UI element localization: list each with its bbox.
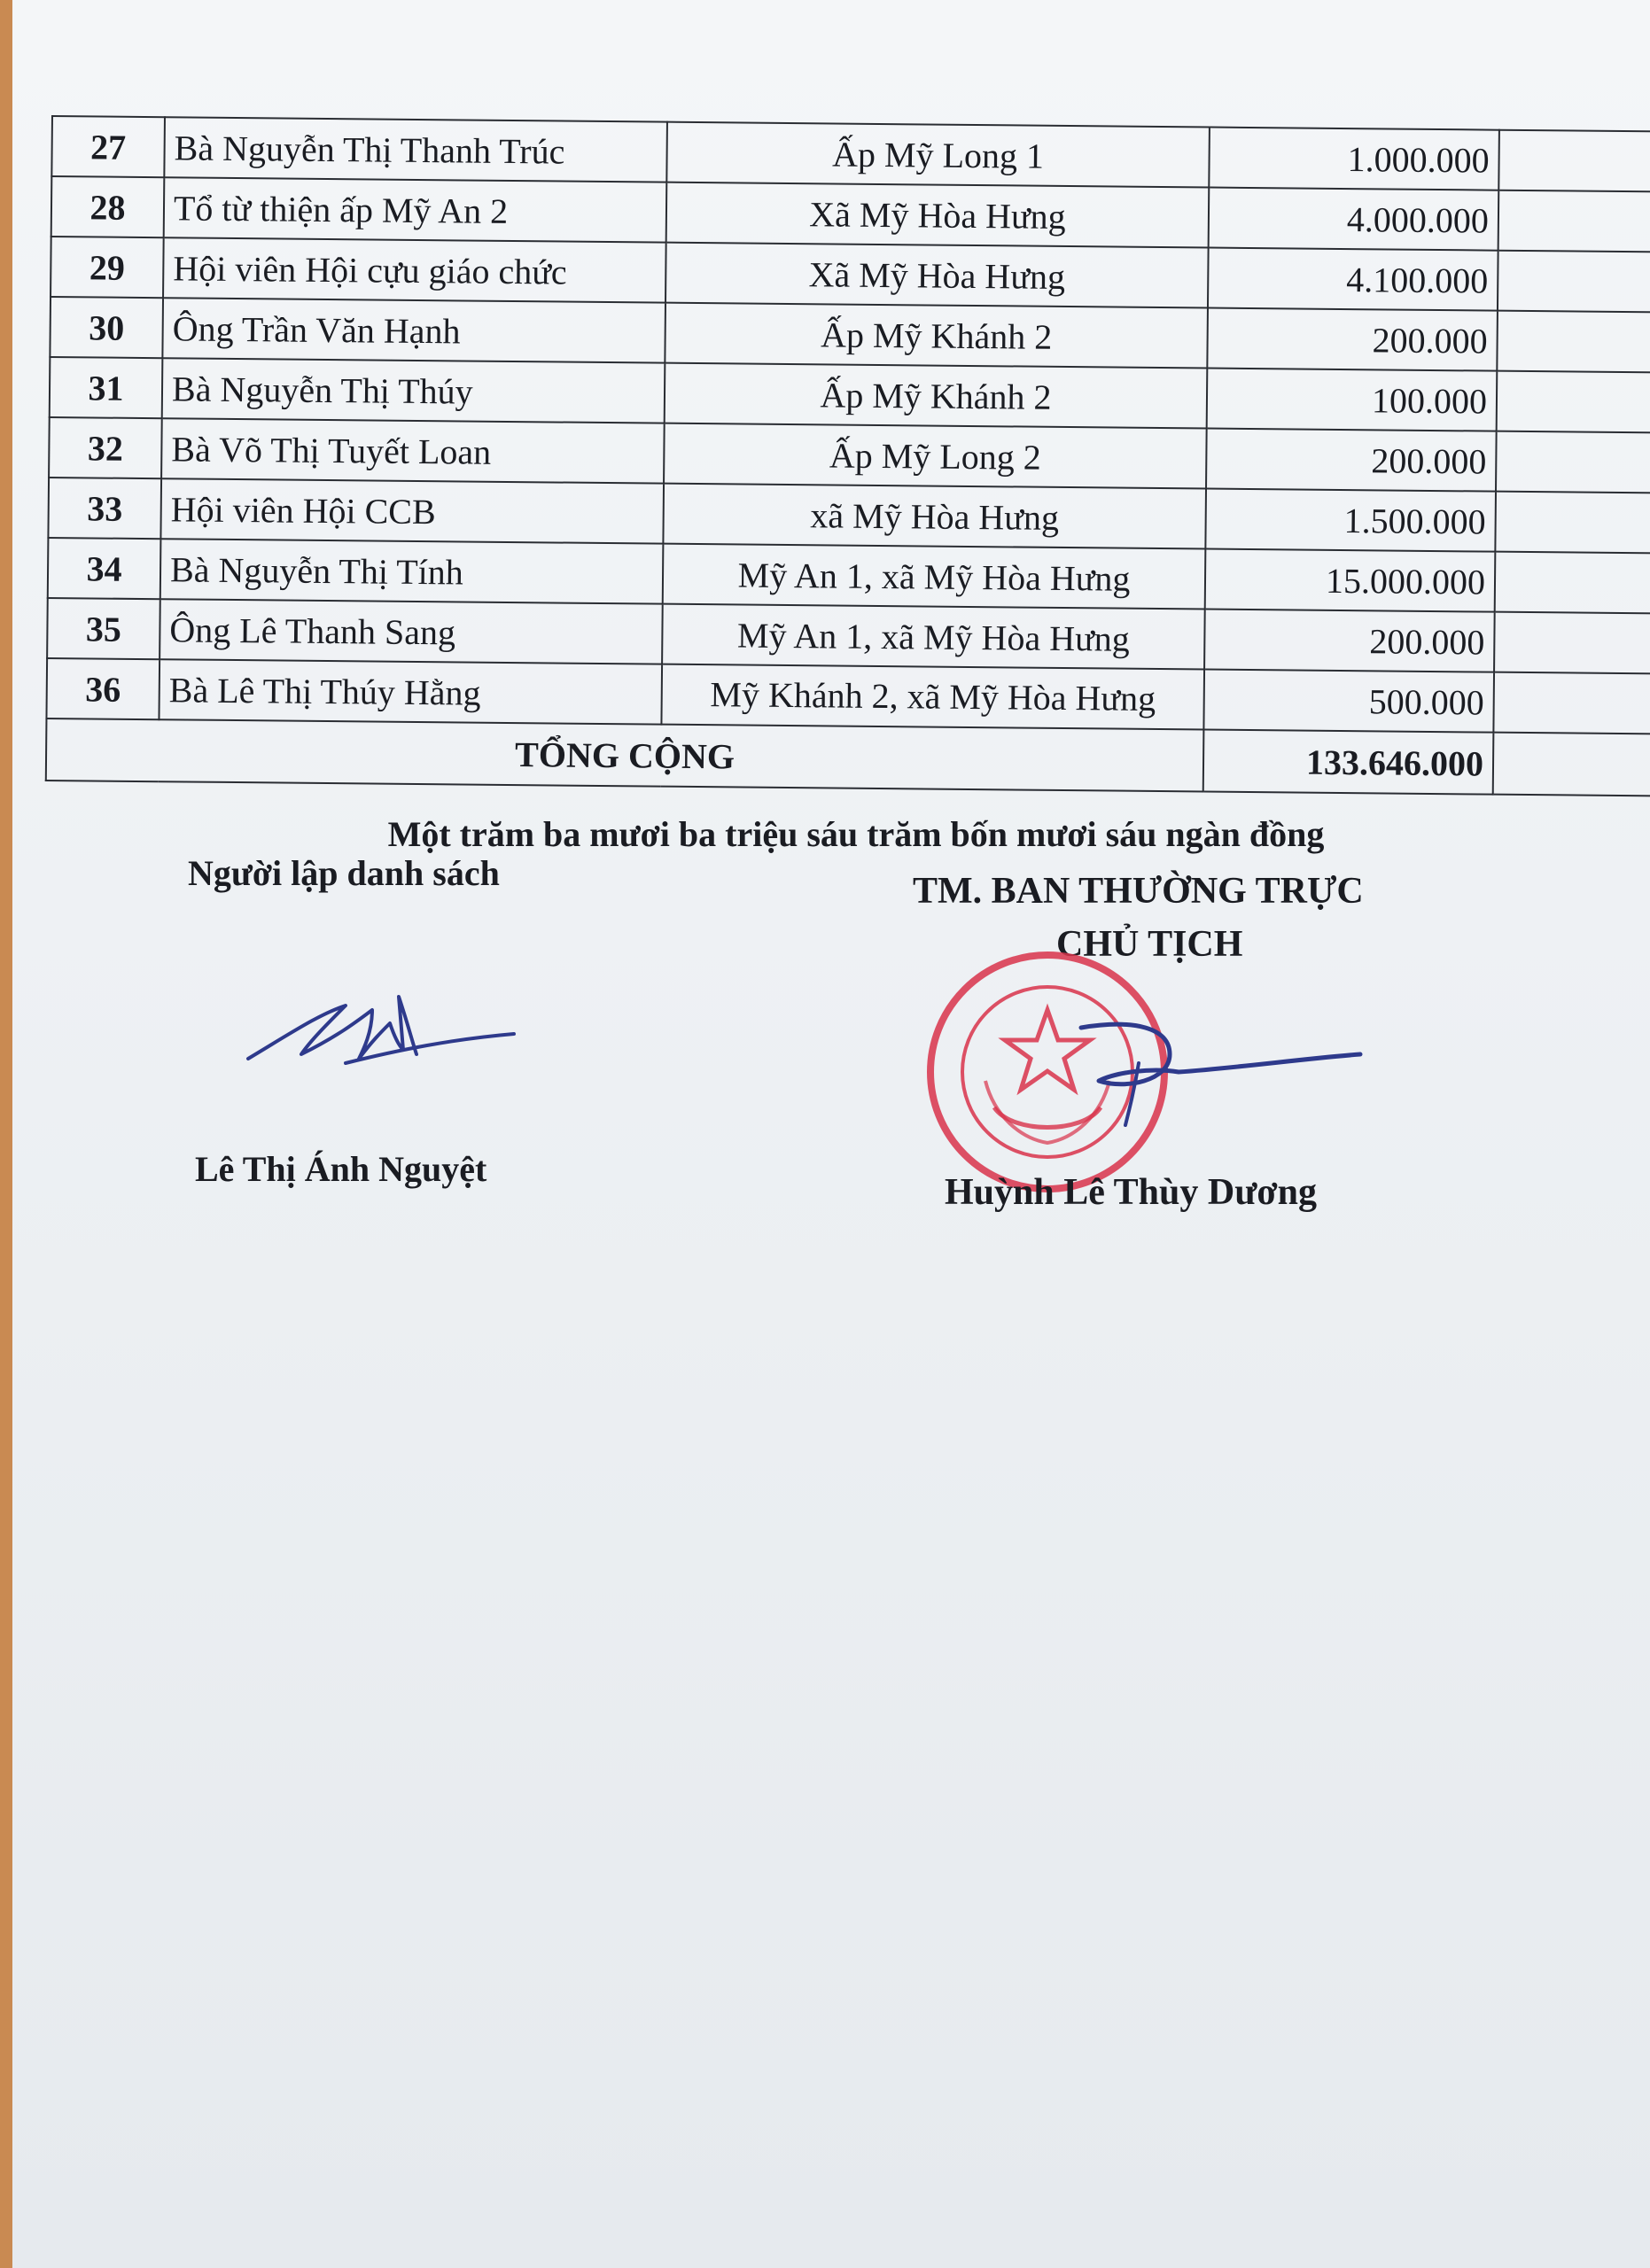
donation-amount: 200.000: [1206, 429, 1497, 492]
donor-name: Hội viên Hội cựu giáo chức: [163, 237, 666, 302]
note-cell: [1496, 431, 1650, 493]
row-number: 35: [47, 598, 160, 659]
donor-name: Hội viên Hội CCB: [160, 478, 664, 543]
donor-name: Bà Nguyễn Thị Thúy: [162, 358, 665, 423]
total-amount: 133.646.000: [1203, 730, 1494, 795]
donor-address: Xã Mỹ Hòa Hưng: [665, 243, 1209, 308]
donor-address: Mỹ An 1, xã Mỹ Hòa Hưng: [662, 604, 1205, 670]
role-title: CHỦ TỊCH: [1056, 924, 1243, 965]
org-title: TM. BAN THƯỜNG TRỰC: [913, 871, 1364, 912]
donor-address: xã Mỹ Hòa Hưng: [663, 484, 1206, 549]
donation-amount: 1.000.000: [1209, 128, 1499, 190]
row-number: 28: [51, 176, 165, 237]
donation-amount: 200.000: [1207, 308, 1498, 371]
donor-address: Ấp Mỹ Long 2: [664, 423, 1207, 489]
row-number: 33: [48, 478, 161, 539]
donor-address: Mỹ Khánh 2, xã Mỹ Hòa Hưng: [661, 664, 1204, 730]
note-cell: [1495, 552, 1650, 614]
donation-table: [45, 115, 1650, 797]
row-number: 34: [48, 538, 161, 599]
donor-name: Tổ từ thiện ấp Mỹ An 2: [164, 177, 667, 242]
donation-amount: 15.000.000: [1205, 549, 1496, 612]
note-cell: [1495, 492, 1650, 554]
total-note-cell: [1493, 733, 1650, 796]
row-number: 29: [51, 237, 164, 298]
donation-amount: 1.500.000: [1205, 489, 1496, 552]
donor-address: Mỹ An 1, xã Mỹ Hòa Hưng: [663, 544, 1206, 610]
donation-table-wrapper: [45, 115, 1638, 796]
note-cell: [1497, 311, 1650, 373]
donor-name: Ông Lê Thanh Sang: [160, 599, 663, 664]
note-cell: [1493, 672, 1650, 734]
row-number: 31: [50, 357, 163, 418]
paper-edge: [0, 0, 12, 2268]
donor-name: Bà Nguyễn Thị Thanh Trúc: [164, 117, 667, 182]
row-number: 27: [51, 116, 165, 177]
preparer-title: Người lập danh sách: [188, 853, 500, 893]
total-label: TỔNG CỘNG: [46, 718, 1204, 792]
chairman-signature-icon: [1063, 1019, 1365, 1134]
note-cell: [1498, 190, 1650, 252]
donor-address: Ấp Mỹ Khánh 2: [665, 363, 1208, 429]
donor-name: Ông Trần Văn Hạnh: [162, 298, 665, 362]
donation-amount: 100.000: [1207, 369, 1498, 431]
note-cell: [1497, 371, 1650, 433]
row-number: 36: [46, 658, 160, 719]
donor-name: Bà Võ Thị Tuyết Loan: [161, 418, 665, 483]
amount-in-words: Một trăm ba mươi ba triệu sáu trăm bốn mươi sáu ngàn đồng: [387, 814, 1325, 854]
donation-amount: 4.100.000: [1208, 248, 1498, 311]
row-number: 32: [49, 417, 162, 478]
note-cell: [1498, 130, 1650, 192]
signer-name: Huỳnh Lê Thùy Dương: [945, 1172, 1318, 1213]
preparer-name: Lê Thị Ánh Nguyệt: [195, 1149, 487, 1189]
note-cell: [1498, 251, 1650, 313]
donor-name: Bà Nguyễn Thị Tính: [160, 539, 664, 603]
donor-address: Ấp Mỹ Long 1: [666, 122, 1210, 188]
donation-amount: 500.000: [1203, 670, 1494, 733]
note-cell: [1494, 612, 1650, 674]
donor-name: Bà Lê Thị Thúy Hằng: [159, 659, 662, 724]
preparer-signature-icon: [239, 970, 523, 1085]
donor-address: Ấp Mỹ Khánh 2: [665, 303, 1208, 369]
row-number: 30: [50, 297, 163, 358]
donor-address: Xã Mỹ Hòa Hưng: [666, 183, 1210, 248]
donation-amount: 200.000: [1204, 610, 1495, 672]
donation-amount: 4.000.000: [1209, 188, 1499, 251]
